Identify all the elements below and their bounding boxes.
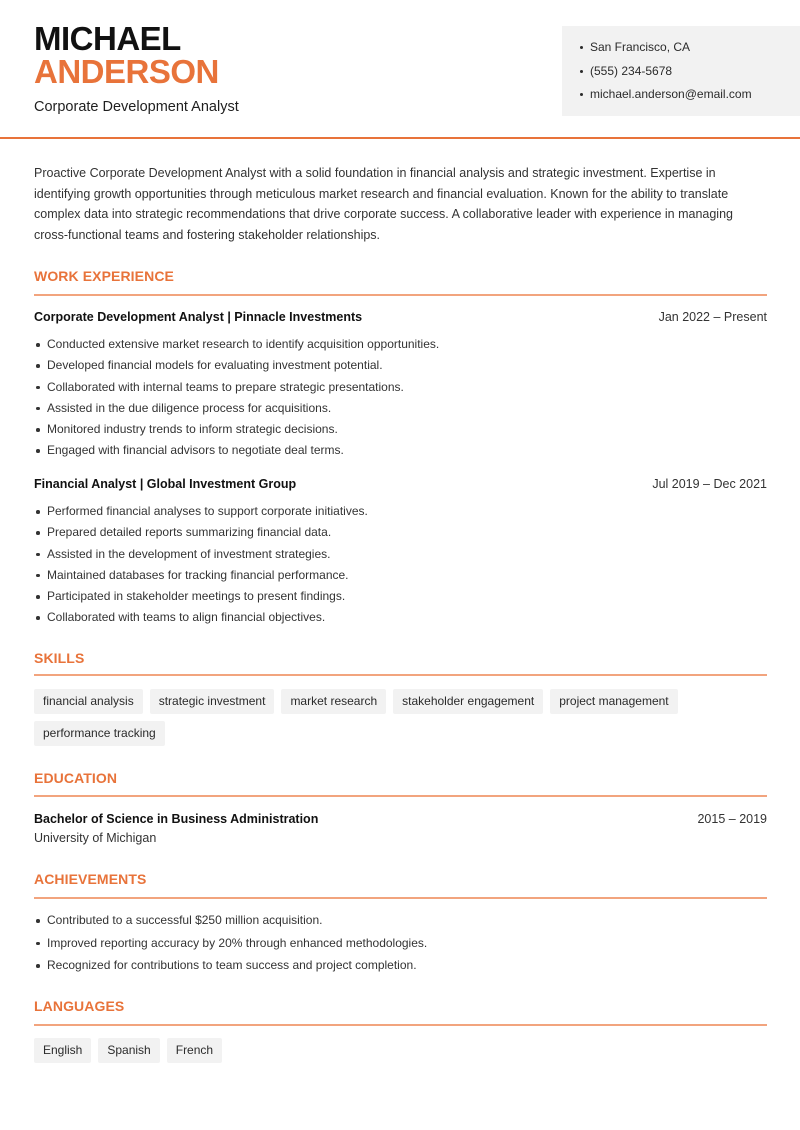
resume-header <box>0 0 800 139</box>
job-dates: Jul 2019 – Dec 2021 <box>652 477 767 491</box>
job-bullets <box>34 337 439 465</box>
section-title: ACHIEVEMENTS <box>34 871 147 887</box>
achievements-section <box>34 871 767 972</box>
job-bullets <box>34 504 368 632</box>
section-title: WORK EXPERIENCE <box>34 268 174 284</box>
job-header <box>34 477 767 491</box>
section-divider <box>34 1024 767 1026</box>
job-title: Corporate Development Analyst | Pinnacle Investments <box>34 310 363 324</box>
education-dates: 2015 – 2019 <box>697 812 767 826</box>
contact-phone: (555) 234-5678 <box>580 64 752 88</box>
list-item: Prepared detailed reports summarizing financial data. <box>34 525 368 546</box>
job-header <box>34 310 767 324</box>
language-tags <box>34 1038 774 1070</box>
list-item: Assisted in the development of investment strategies. <box>34 547 368 568</box>
skill-tag: performance tracking <box>34 721 165 746</box>
skills-section <box>34 650 767 740</box>
school-name: University of Michigan <box>34 831 157 845</box>
list-item: Recognized for contributions to team success and project completion. <box>34 958 767 981</box>
list-item: Maintained databases for tracking financial performance. <box>34 568 368 589</box>
last-name: ANDERSON <box>34 53 219 90</box>
list-item: Improved reporting accuracy by 20% through enhanced methodologies. <box>34 936 767 959</box>
list-item: Assisted in the due diligence process for acquisitions. <box>34 401 439 422</box>
skill-tag: strategic investment <box>150 689 275 714</box>
list-item: Monitored industry trends to inform strategic decisions. <box>34 422 439 443</box>
candidate-name <box>34 22 219 88</box>
section-divider <box>34 795 767 797</box>
list-item: Participated in stakeholder meetings to present findings. <box>34 589 368 610</box>
language-tag: Spanish <box>98 1038 159 1063</box>
section-title: EDUCATION <box>34 770 118 786</box>
skill-tag: stakeholder engagement <box>393 689 543 714</box>
section-divider <box>34 897 767 899</box>
language-tag: French <box>167 1038 222 1063</box>
contact-box <box>562 26 800 116</box>
education-section <box>34 770 767 845</box>
skill-tag: project management <box>550 689 677 714</box>
degree-title: Bachelor of Science in Business Administration <box>34 812 319 826</box>
skill-tag: market research <box>281 689 386 714</box>
list-item: Collaborated with internal teams to prepare strategic presentations. <box>34 380 439 401</box>
skill-tag: financial analysis <box>34 689 143 714</box>
achievement-list <box>34 913 767 981</box>
section-title: LANGUAGES <box>34 998 125 1014</box>
languages-section <box>34 998 767 1057</box>
section-title: SKILLS <box>34 650 85 666</box>
list-item: Collaborated with teams to align financial objectives. <box>34 610 368 631</box>
contact-location: San Francisco, CA <box>580 40 752 64</box>
skill-tags <box>34 689 774 753</box>
job-dates: Jan 2022 – Present <box>658 310 767 324</box>
list-item: Developed financial models for evaluating investment potential. <box>34 358 439 379</box>
work-experience-section <box>34 268 767 625</box>
section-divider <box>34 294 767 296</box>
language-tag: English <box>34 1038 91 1063</box>
job-role: Corporate Development Analyst <box>34 99 239 115</box>
list-item: Conducted extensive market research to identify acquisition opportunities. <box>34 337 439 358</box>
job-title: Financial Analyst | Global Investment Group <box>34 477 297 491</box>
section-divider <box>34 674 767 676</box>
list-item: Contributed to a successful $250 million acquisition. <box>34 913 767 936</box>
contact-email: michael.anderson@email.com <box>580 87 752 111</box>
list-item: Engaged with financial advisors to negotiate deal terms. <box>34 443 439 464</box>
education-header <box>34 812 767 826</box>
profile-summary: Proactive Corporate Development Analyst with a solid foundation in financial analysis and strategic investment. Expertise in identifying growth opportunities through meticulous market research and financial evaluation. Known for the ability to translate complex data into strategic recommendations that drive corporate success. A collaborative leader with experience in managing cross-functional teams and fostering stakeholder relationships. <box>34 166 733 242</box>
first-name: MICHAEL <box>34 20 181 57</box>
list-item: Performed financial analyses to support corporate initiatives. <box>34 504 368 525</box>
contact-list <box>580 40 752 111</box>
